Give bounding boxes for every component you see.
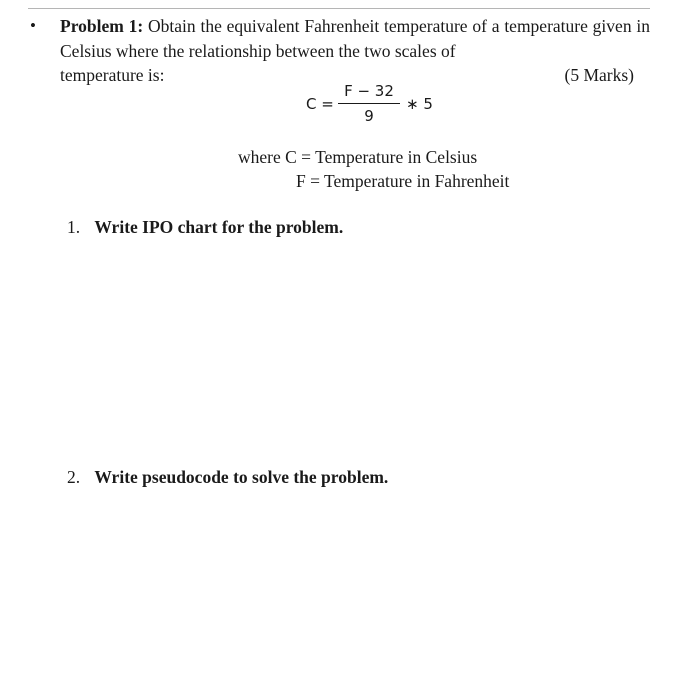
problem-statement xyxy=(30,14,650,88)
question-number: 2. xyxy=(67,467,81,487)
definition-celsius: where C = Temperature in Celsius xyxy=(238,147,478,167)
formula-denominator: 9 xyxy=(364,107,374,125)
formula-fraction xyxy=(338,82,400,125)
question-1 xyxy=(67,217,343,238)
question-2 xyxy=(67,467,388,488)
problem-description xyxy=(60,14,650,63)
problem-heading: Problem 1: xyxy=(60,16,144,36)
formula-lhs: C = xyxy=(306,95,334,113)
question-text: Write IPO chart for the problem. xyxy=(94,217,344,237)
marks-label: (5 Marks) xyxy=(564,65,634,85)
bullet-icon: • xyxy=(30,16,36,35)
question-number: 1. xyxy=(67,217,81,237)
formula-multiplier: ∗ 5 xyxy=(406,95,433,113)
problem-body: Obtain the equivalent Fahrenheit temperature of a temperature given in Celsius where the relationship between the two scales of xyxy=(60,16,650,61)
question-text: Write pseudocode to solve the problem. xyxy=(94,467,389,487)
problem-body-end: temperature is: xyxy=(60,65,165,85)
top-divider xyxy=(28,8,650,9)
formula-numerator: F − 32 xyxy=(344,82,394,100)
definition-fahrenheit: F = Temperature in Fahrenheit xyxy=(296,171,510,191)
fraction-bar xyxy=(338,103,400,104)
